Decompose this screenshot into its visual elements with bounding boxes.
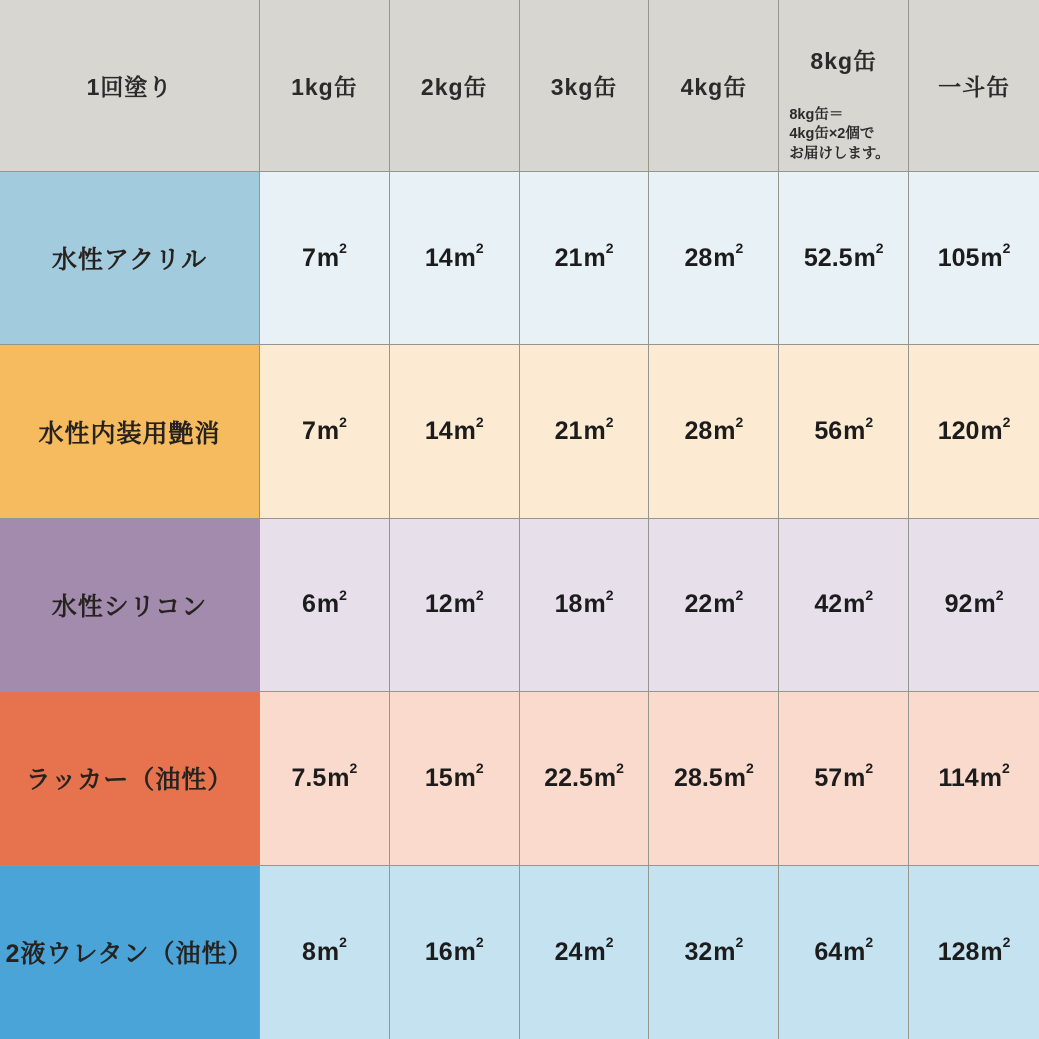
coverage-value: 114 [938, 763, 979, 792]
unit-sup-2: 2 [735, 934, 744, 951]
value-cell [649, 519, 779, 692]
8kg-can-note [789, 106, 889, 164]
unit-sup-2: 2 [1001, 760, 1010, 777]
coverage-value: 105 [937, 243, 980, 272]
note-line: お届けします。 [789, 145, 890, 162]
unit-m: m [453, 937, 476, 966]
row-label-suisei-naisou-tsuyakeshi [0, 345, 260, 518]
coverage-value: 24 [554, 937, 583, 966]
unit-sup-2: 2 [1002, 934, 1011, 951]
header-cell-2kg [390, 0, 520, 172]
value-cell [909, 519, 1039, 692]
value-cell [260, 519, 390, 692]
unit-sup-2: 2 [605, 586, 614, 603]
coverage-value: 28 [684, 243, 713, 272]
coverage-value: 92 [944, 590, 973, 619]
value-cell [260, 692, 390, 865]
coverage-value: 22 [684, 590, 713, 619]
coverage-value: 120 [937, 417, 980, 446]
unit-m: m [713, 590, 736, 619]
value-cell [909, 692, 1039, 865]
coverage-value: 57 [814, 763, 843, 792]
note-line: 4kg缶×2個で [789, 126, 875, 143]
header-cell-3kg [520, 0, 650, 172]
unit-m: m [316, 243, 340, 272]
column-header-label: 3kg缶 [550, 74, 618, 100]
unit-m: m [713, 243, 736, 272]
unit-m: m [583, 937, 606, 966]
value-cell [260, 172, 390, 345]
unit-sup-2: 2 [475, 586, 484, 603]
unit-m: m [327, 763, 350, 792]
coverage-value: 7.5 [291, 763, 327, 792]
row-label-suisei-silicon [0, 519, 260, 692]
unit-m: m [453, 243, 476, 272]
coverage-value: 28.5 [674, 763, 723, 792]
unit-sup-2: 2 [475, 240, 484, 257]
value-cell [390, 345, 520, 518]
unit-m: m [583, 590, 606, 619]
coverage-value: 14 [424, 243, 453, 272]
row-label-text: 2液ウレタン（油性） [5, 940, 254, 969]
coverage-value: 14 [424, 417, 453, 446]
unit-sup-2: 2 [339, 240, 347, 257]
value-cell [260, 866, 390, 1039]
unit-m: m [453, 590, 476, 619]
unit-sup-2: 2 [1002, 413, 1011, 430]
value-cell [649, 692, 779, 865]
unit-m: m [973, 590, 996, 619]
value-cell [779, 172, 909, 345]
column-header-label: 8kg缶 [810, 48, 878, 74]
value-cell [520, 866, 650, 1039]
unit-m: m [583, 243, 606, 272]
unit-sup-2: 2 [616, 760, 624, 777]
coverage-value: 8 [301, 937, 316, 966]
unit-m: m [853, 243, 876, 272]
coverage-value: 42 [814, 590, 843, 619]
row-label-suisei-acrylic [0, 172, 260, 345]
coverage-value: 32 [684, 937, 713, 966]
coverage-value: 6 [301, 590, 316, 619]
coverage-value: 16 [424, 937, 453, 966]
unit-m: m [723, 763, 746, 792]
unit-sup-2: 2 [875, 240, 884, 257]
unit-sup-2: 2 [865, 413, 874, 430]
value-cell [649, 345, 779, 518]
value-cell [520, 345, 650, 518]
unit-m: m [843, 590, 866, 619]
column-header-label: 一斗缶 [938, 74, 1011, 100]
unit-m: m [316, 937, 340, 966]
header-cell-4kg [649, 0, 779, 172]
coverage-value: 21 [554, 417, 583, 446]
unit-sup-2: 2 [735, 413, 744, 430]
column-header-label: 1kg缶 [291, 74, 358, 100]
unit-sup-2: 2 [865, 760, 874, 777]
header-cell-itto [909, 0, 1039, 172]
value-cell [390, 866, 520, 1039]
coverage-value: 12 [424, 590, 453, 619]
unit-m: m [713, 937, 736, 966]
value-cell [779, 866, 909, 1039]
unit-sup-2: 2 [475, 413, 484, 430]
coverage-value: 18 [554, 590, 583, 619]
coverage-value: 15 [424, 763, 453, 792]
coverage-value: 128 [937, 937, 980, 966]
unit-sup-2: 2 [605, 413, 614, 430]
unit-sup-2: 2 [1002, 240, 1011, 257]
unit-sup-2: 2 [349, 760, 358, 777]
unit-m: m [980, 417, 1003, 446]
header-cell-8kg [779, 0, 909, 172]
row-label-text: 水性シリコン [51, 592, 208, 621]
coverage-value: 7 [301, 417, 316, 446]
row-label-lacquer-yusei [0, 692, 260, 865]
row-label-text: ラッカー（油性） [25, 766, 234, 795]
unit-sup-2: 2 [475, 760, 484, 777]
value-cell [520, 692, 650, 865]
unit-m: m [843, 763, 866, 792]
unit-m: m [316, 417, 340, 446]
unit-sup-2: 2 [745, 760, 754, 777]
value-cell [649, 172, 779, 345]
unit-m: m [843, 937, 866, 966]
row-label-urethane-yusei [0, 866, 260, 1039]
unit-m: m [583, 417, 606, 446]
unit-m: m [980, 937, 1003, 966]
row-label-text: 水性アクリル [51, 246, 208, 275]
value-cell [649, 866, 779, 1039]
unit-sup-2: 2 [605, 240, 614, 257]
value-cell [390, 519, 520, 692]
value-cell [779, 519, 909, 692]
column-header-label: 4kg缶 [680, 74, 748, 100]
unit-m: m [979, 763, 1002, 792]
row-label-text: 水性内装用艶消 [38, 419, 221, 448]
value-cell [390, 172, 520, 345]
value-cell [520, 519, 650, 692]
header-cell-1kg [260, 0, 390, 172]
value-cell [779, 692, 909, 865]
unit-sup-2: 2 [865, 586, 874, 603]
value-cell [260, 345, 390, 518]
unit-sup-2: 2 [339, 934, 347, 951]
value-cell [909, 172, 1039, 345]
unit-sup-2: 2 [995, 586, 1004, 603]
unit-sup-2: 2 [605, 934, 614, 951]
coverage-value: 21 [554, 243, 583, 272]
unit-m: m [316, 590, 340, 619]
unit-m: m [593, 763, 617, 792]
value-cell [909, 345, 1039, 518]
unit-sup-2: 2 [735, 240, 744, 257]
header-cell-corner [0, 0, 260, 172]
coverage-value: 64 [814, 937, 843, 966]
coverage-value: 28 [684, 417, 713, 446]
value-cell [520, 172, 650, 345]
unit-sup-2: 2 [475, 934, 484, 951]
unit-m: m [453, 763, 476, 792]
coverage-value: 22.5 [544, 763, 593, 792]
unit-m: m [453, 417, 476, 446]
value-cell [909, 866, 1039, 1039]
unit-m: m [713, 417, 736, 446]
coverage-value: 7 [301, 243, 316, 272]
column-header-label: 2kg缶 [420, 74, 488, 100]
note-line: 8kg缶＝ [789, 107, 844, 123]
unit-m: m [843, 417, 866, 446]
corner-label: 1回塗り [86, 74, 173, 100]
coverage-value: 52.5 [803, 243, 853, 272]
unit-m: m [980, 243, 1003, 272]
coverage-value: 56 [814, 417, 843, 446]
unit-sup-2: 2 [339, 413, 347, 430]
unit-sup-2: 2 [865, 934, 874, 951]
value-cell [390, 692, 520, 865]
value-cell [779, 345, 909, 518]
unit-sup-2: 2 [339, 586, 347, 603]
unit-sup-2: 2 [735, 586, 744, 603]
